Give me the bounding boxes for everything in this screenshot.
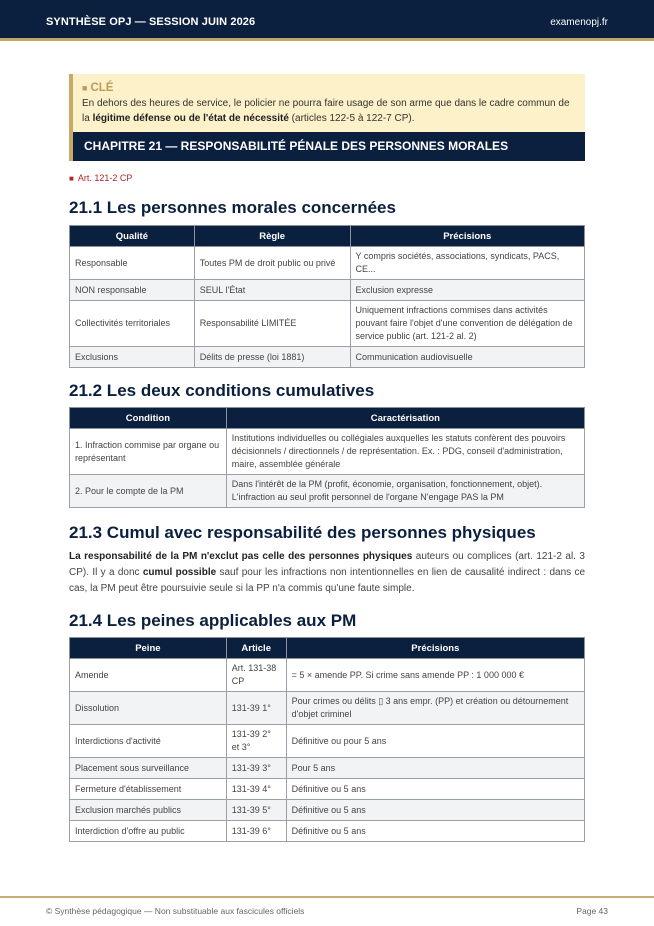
callout-text: En dehors des heures de service, le policier ne pourra faire usage de son arme que dans le cadre commun de la	[82, 98, 570, 124]
table-cell: 131-39 1°	[226, 692, 286, 725]
table-cell: 131-39 3°	[226, 758, 286, 779]
table-row	[70, 475, 585, 508]
column-header: Article	[226, 638, 286, 659]
paragraph-bold-text: cumul possible	[142, 567, 217, 578]
table-cell: Délits de presse (loi 1881)	[194, 347, 350, 368]
table-personnes-morales	[69, 225, 585, 368]
table-cell: Interdictions d'activité	[70, 725, 227, 758]
table-row	[70, 347, 585, 368]
chapter-banner: CHAPITRE 21 — RESPONSABILITÉ PÉNALE DES PERSONNES MORALES	[69, 132, 585, 161]
table-header-row	[70, 226, 585, 247]
callout-bold-text: légitime défense ou de l'état de nécessité	[92, 113, 289, 124]
table-cell: Exclusion marchés publics	[70, 800, 227, 821]
table-cell: SEUL l'État	[194, 280, 350, 301]
table-cell: Définitive ou pour 5 ans	[286, 725, 584, 758]
table-cell: Uniquement infractions commises dans activités pouvant faire l'objet d'une convention de délégation de service public (art. 121-2 al. 2)	[350, 301, 584, 347]
table-cell: Dissolution	[70, 692, 227, 725]
table-row	[70, 247, 585, 280]
paragraph-bold-text: La responsabilité de la PM n'exclut pas celle des personnes physiques	[69, 551, 413, 562]
table-row	[70, 692, 585, 725]
table-cell: Responsable	[70, 247, 195, 280]
table-row	[70, 758, 585, 779]
table-cell: 1. Infraction commise par organe ou représentant	[70, 429, 227, 475]
table-cell: Définitive ou 5 ans	[286, 800, 584, 821]
section-heading-21-4: 21.4 Les peines applicables aux PM	[69, 611, 357, 630]
column-header: Précisions	[350, 226, 584, 247]
footer-divider	[0, 896, 654, 898]
table-cell: Pour crimes ou délits ▯ 3 ans empr. (PP) et création ou détournement d'objet criminel	[286, 692, 584, 725]
column-header: Règle	[194, 226, 350, 247]
article-reference	[69, 173, 585, 183]
section-heading-21-3: 21.3 Cumul avec responsabilité des personnes physiques	[69, 523, 536, 542]
table-cell: Art. 131-38 CP	[226, 659, 286, 692]
header-site: examenopj.fr	[550, 17, 608, 28]
table-cell: Interdiction d'offre au public	[70, 821, 227, 842]
table-header-row	[70, 408, 585, 429]
table-row	[70, 800, 585, 821]
column-header: Caractérisation	[226, 408, 584, 429]
table-cell: Placement sous surveillance	[70, 758, 227, 779]
table-cell: 131-39 5°	[226, 800, 286, 821]
header-title: SYNTHÈSE OPJ — SESSION JUIN 2026	[46, 16, 256, 28]
column-header: Condition	[70, 408, 227, 429]
square-bullet-icon: ■	[82, 83, 88, 93]
table-cell: Collectivités territoriales	[70, 301, 195, 347]
paragraph-text: auteurs ou complices (art. 121-2 al. 3 CP). Il y a donc	[69, 551, 585, 578]
square-bullet-icon: ■	[69, 174, 74, 183]
table-cell: Institutions individuelles ou collégiales auxquelles les statuts confèrent des pouvoirs décisionnels / directionnels / de représentation. Ex. : PDG, conseil d'administration, maire, assemblée générale	[226, 429, 584, 475]
page-number: Page 43	[576, 906, 608, 916]
column-header: Qualité	[70, 226, 195, 247]
table-conditions	[69, 407, 585, 508]
table-cell: Responsabilité LIMITÉE	[194, 301, 350, 347]
table-row	[70, 821, 585, 842]
table-cell: 131-39 6°	[226, 821, 286, 842]
section-heading-21-2: 21.2 Les deux conditions cumulatives	[69, 381, 375, 400]
table-cell: 131-39 4°	[226, 779, 286, 800]
cumul-paragraph	[69, 549, 585, 597]
table-cell: Amende	[70, 659, 227, 692]
footer-disclaimer: © Synthèse pédagogique — Non substituable aux fascicules officiels	[46, 906, 305, 916]
callout-label: CLÉ	[90, 82, 114, 94]
section-heading-21-1: 21.1 Les personnes morales concernées	[69, 198, 396, 217]
table-cell: Exclusion expresse	[350, 280, 584, 301]
table-cell: Exclusions	[70, 347, 195, 368]
page-header	[0, 0, 654, 41]
table-row	[70, 725, 585, 758]
table-cell: 2. Pour le compte de la PM	[70, 475, 227, 508]
table-cell: = 5 × amende PP. Si crime sans amende PP : 1 000 000 €	[286, 659, 584, 692]
table-row	[70, 779, 585, 800]
callout-text-end: (articles 122-5 à 122-7 CP).	[288, 113, 415, 124]
table-cell: Définitive ou 5 ans	[286, 821, 584, 842]
table-header-row	[70, 638, 585, 659]
table-cell: Définitive ou 5 ans	[286, 779, 584, 800]
table-cell: Y compris sociétés, associations, syndicats, PACS, CE...	[350, 247, 584, 280]
table-cell: Dans l'intérêt de la PM (profit, économie, organisation, fonctionnement, objet). L'infraction au seul profit personnel de l'organe N'engage PAS la PM	[226, 475, 584, 508]
callout-body	[82, 96, 577, 126]
column-header: Précisions	[286, 638, 584, 659]
table-row	[70, 429, 585, 475]
table-cell: Toutes PM de droit public ou privé	[194, 247, 350, 280]
table-cell: Communication audiovisuelle	[350, 347, 584, 368]
column-header: Peine	[70, 638, 227, 659]
table-row	[70, 280, 585, 301]
table-cell: Fermeture d'établissement	[70, 779, 227, 800]
table-cell: NON responsable	[70, 280, 195, 301]
table-cell: 131-39 2° et 3°	[226, 725, 286, 758]
article-reference-text: Art. 121-2 CP	[77, 173, 133, 183]
key-callout	[69, 74, 585, 132]
callout-heading	[82, 82, 577, 94]
table-row	[70, 659, 585, 692]
table-row	[70, 301, 585, 347]
page-content	[69, 74, 585, 842]
paragraph-text: sauf pour les infractions non intentionnelles en lien de causalité indirect : dans ce cas, la PM peut être poursuivie seule si la PP n'a commis qu'une faute simple.	[69, 567, 586, 594]
table-peines	[69, 637, 585, 842]
table-cell: Pour 5 ans	[286, 758, 584, 779]
